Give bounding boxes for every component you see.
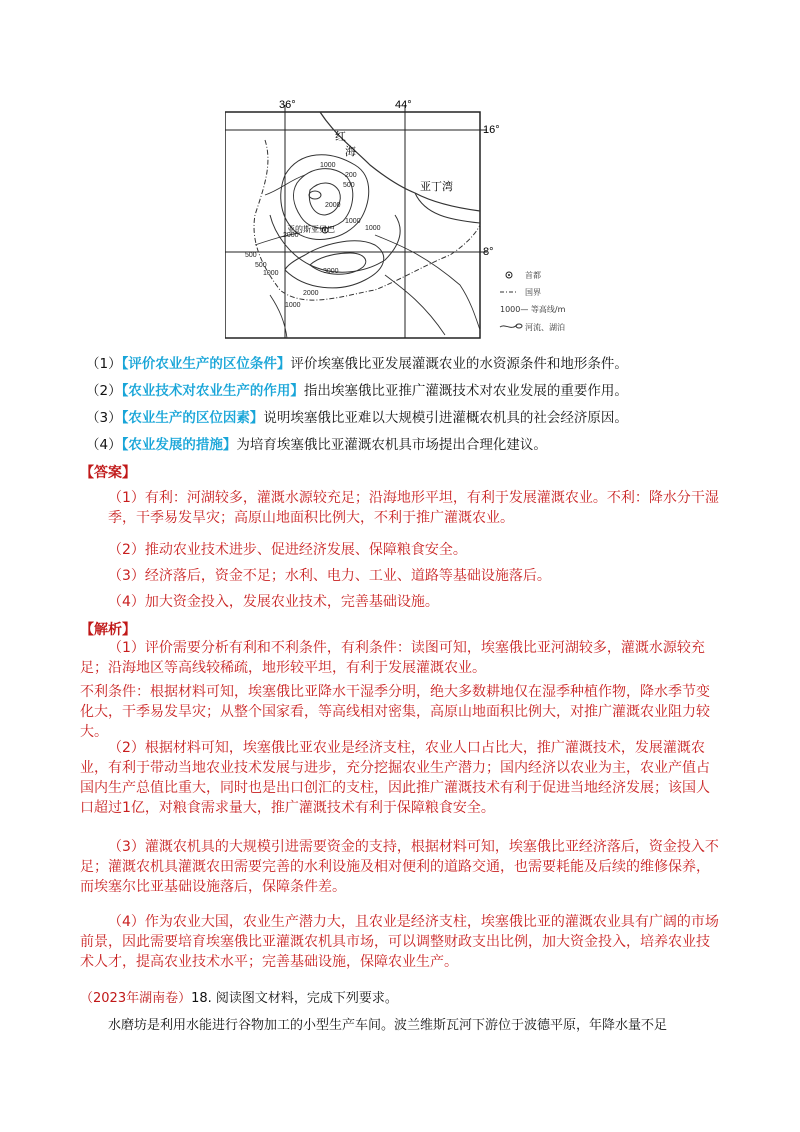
- legend-rivers: 河流、湖泊: [525, 323, 565, 332]
- contour-label: 200: [345, 172, 357, 179]
- legend-capital: 首都: [525, 271, 541, 280]
- contour-label: 1000: [285, 302, 301, 309]
- question-4: [86, 435, 547, 455]
- analysis-p2: （2）根据材料可知，埃塞俄比亚农业是经济支柱，农业人口占比大，推广灌溉技术，发展灌溉农业，有利于带动当地农业技术发展与进步，充分挖掘农业生产潜力；国内经济以农业为主，农业产值占国内生产总值比重大，同时也是出口创汇的支柱，因此推广灌溉技术有利于促进当地经济发展；该国人口超过1亿，对粮食需求量大，推广灌溉技术有利于保障粮食安全。: [80, 740, 710, 816]
- analysis-p1b: 不利条件：根据材料可知，埃塞俄比亚降水干湿季分明，绝大多数耕地仅在湿季种植作物，降水季节变化大，干季易发旱灾；从整个国家看，等高线相对密集，高原山地面积比例大，对推广灌溉农业阻力较大。: [80, 684, 710, 740]
- question-tag: 【农业发展的措施】: [121, 437, 237, 453]
- lon-36-label: 36°: [279, 99, 296, 111]
- red-sea-label-1: 红: [335, 130, 346, 143]
- addis-ababa-label: 亚的斯亚贝巴: [287, 225, 335, 234]
- contour-label: 2000: [325, 202, 341, 209]
- legend-border: 国界: [525, 288, 541, 297]
- red-sea-label-2: 海: [345, 145, 356, 158]
- question-stem: 18. 阅读图文材料，完成下列要求。: [191, 991, 398, 1006]
- contour-label: 1000: [263, 270, 279, 277]
- contour-label: 1000: [345, 218, 361, 225]
- material-text: 水磨坊是利用水能进行谷物加工的小型生产车间。波兰维斯瓦河下游位于波德平原，年降水量不足: [108, 1018, 668, 1033]
- analysis-p3: （3）灌溉农机具的大规模引进需要资金的支持，根据材料可知，埃塞俄比亚经济落后，资金投入不足；灌溉农机具灌溉农田需要完善的水利设施及相对便利的道路交通，也需要耗能及后续的维修保养，而埃塞尔比亚基础设施落后，保障条件差。: [80, 839, 719, 895]
- question-3: [86, 408, 628, 428]
- ethiopia-map: [225, 95, 605, 340]
- answer-2: （2）推动农业技术进步、促进经济发展、保障粮食安全。: [108, 542, 467, 558]
- contour-label: 500: [255, 262, 267, 269]
- question-text: 指出埃塞俄比亚推广灌溉技术对农业发展的重要作用。: [303, 383, 628, 399]
- question-number: （2）: [86, 383, 122, 399]
- answer-4: （4）加大资金投入，发展农业技术，完善基础设施。: [108, 594, 439, 610]
- analysis-p4: （4）作为农业大国，农业生产潜力大，且农业是经济支柱，埃塞俄比亚的灌溉农业具有广阔的市场前景，因此需要培育埃塞俄比亚灌溉农机具市场，可以调整财政支出比例，加大资金投入，培养农业技术人才，提高农业技术水平；完善基础设施，保障农业生产。: [80, 914, 719, 970]
- question-text: 说明埃塞俄比亚难以大规模引进灌概农机具的社会经济原因。: [263, 410, 628, 426]
- contour-label: 500: [245, 252, 257, 259]
- question-tag: 【农业技术对农业生产的作用】: [121, 383, 304, 399]
- analysis-heading: 【解析】: [80, 622, 136, 638]
- map-legend: [500, 270, 566, 332]
- contour-label: 2000: [283, 232, 299, 239]
- question-2: [86, 381, 628, 401]
- question-text: 评价埃塞俄比亚发展灌溉农业的水资源条件和地形条件。: [290, 356, 628, 372]
- question-number: （4）: [86, 437, 122, 453]
- question-number: （1）: [86, 356, 122, 372]
- exam-source: （2023年湖南卷）: [80, 991, 192, 1006]
- gulf-of-aden-label: 亚丁湾: [420, 180, 453, 193]
- question-text: 为培育埃塞俄比亚灌溉农机具市场提出合理化建议。: [236, 437, 547, 453]
- question-1: [86, 354, 628, 374]
- lon-44-label: 44°: [395, 99, 412, 111]
- contour-label: 500: [343, 182, 355, 189]
- answer-1: （1）有利：河湖较多，灌溉水源较充足；沿海地形平坦，有利于发展灌溉农业。不利：降水分干湿季，干季易发旱灾；高原山地面积比例大，不利于推广灌溉农业。: [108, 490, 719, 526]
- contour-label: 1000: [365, 225, 381, 232]
- answer-3: （3）经济落后，资金不足；水利、电力、工业、道路等基础设施落后。: [108, 568, 551, 584]
- lat-16-label: 16°: [483, 124, 500, 136]
- question-tag: 【农业生产的区位因素】: [121, 410, 264, 426]
- question-tag: 【评价农业生产的区位条件】: [121, 356, 291, 372]
- lat-8-label: 8°: [483, 246, 494, 258]
- contour-label: 2000: [303, 290, 319, 297]
- contour-label: 1000: [320, 162, 336, 169]
- analysis-p1: （1）评价需要分析有利和不利条件，有利条件：读图可知，埃塞俄比亚河湖较多，灌溉水源较充足；沿海地区等高线较稀疏，地形较平坦，有利于发展灌溉农业。: [80, 640, 705, 676]
- next-question-header: [80, 989, 398, 1009]
- question-number: （3）: [86, 410, 122, 426]
- map-svg: [225, 95, 605, 340]
- contour-label: 3000: [323, 268, 339, 275]
- legend-contour: 1000— 等高线/m: [500, 305, 566, 314]
- answer-heading: 【答案】: [80, 465, 136, 481]
